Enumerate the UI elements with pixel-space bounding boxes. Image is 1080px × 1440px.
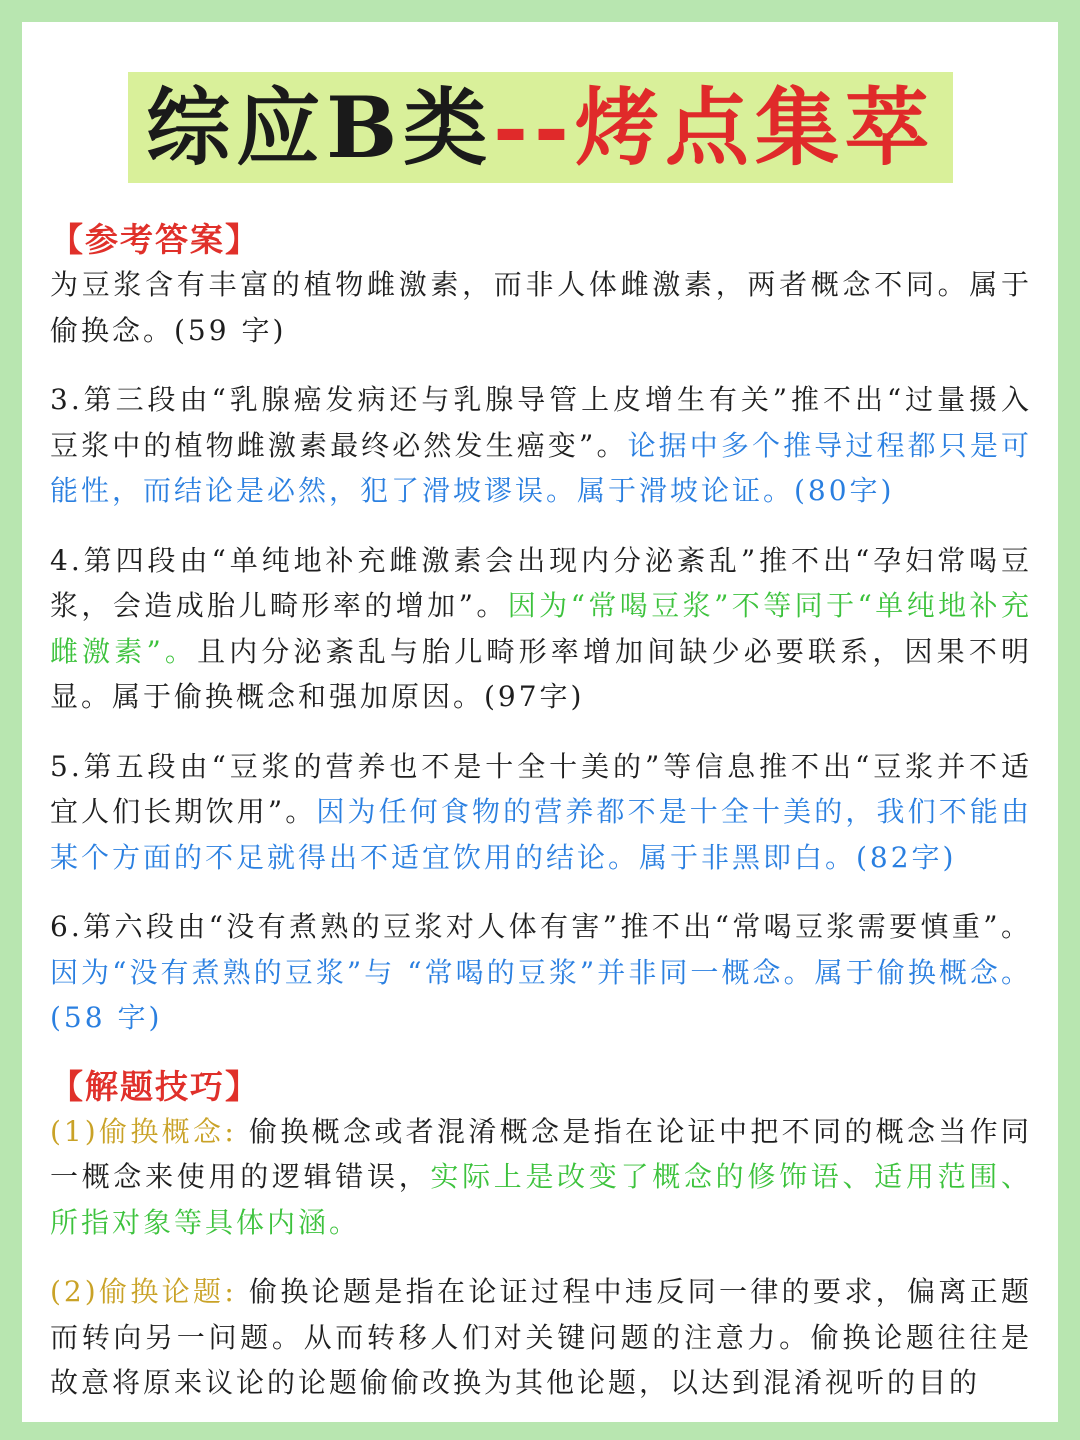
answer-p1-text: 为豆浆含有丰富的植物雌激素，而非人体雌激素，两者概念不同。属于偷换念。(59 字) xyxy=(50,268,1032,347)
answer-p3-highlight: 论据中多个推导过程都只是可能性，而结论是必然，犯了滑坡谬误。属于滑坡论证。(80字) xyxy=(50,428,1032,507)
tip-2-label: (2)偷换论题: xyxy=(50,1275,237,1308)
answer-heading: 【参考答案】 xyxy=(50,220,260,259)
content-body xyxy=(50,218,1032,1406)
answer-p6-plain: 6.第六段由“没有煮熟的豆浆对人体有害”推不出“常喝豆浆需要慎重”。 xyxy=(50,910,1032,943)
tip-1-highlight: 实际上是改变了概念的修饰语、适用范围、所指对象等具体内涵。 xyxy=(50,1160,1032,1239)
answer-p4-plain-1: 4.第四段由“单纯地补充雌激素会出现内分泌紊乱”推不出“孕妇常喝豆浆，会造成胎儿畸形率的增加”。 xyxy=(50,543,1032,622)
tip-1-label: (1)偷换概念: xyxy=(50,1114,237,1148)
answer-paragraph-2 xyxy=(50,262,1032,353)
answer-paragraph-4 xyxy=(50,538,1032,720)
answer-paragraph-5 xyxy=(50,744,1032,881)
answer-p3-plain: 3.第三段由“乳腺癌发病还与乳腺导管上皮增生有关”推不出“过量摄入豆浆中的植物雌激素最终必然发生癌变”。 xyxy=(50,383,1032,462)
answer-p5-plain: 5.第五段由“豆浆的营养也不是十全十美的”等信息推不出“豆浆并不适宜人们长期饮用”。 xyxy=(50,749,1032,828)
tip-paragraph-1 xyxy=(50,1109,1032,1246)
page-title xyxy=(146,77,935,177)
answer-paragraph-6 xyxy=(50,904,1032,1041)
answer-p6-highlight: 因为“没有煮熟的豆浆”与 “常喝的豆浆”并非同一概念。属于偷换概念。(58 字) xyxy=(50,955,1032,1034)
title-part-1: 综应B类 xyxy=(146,77,494,177)
tip-2-plain: 偷换论题是指在论证过程中违反同一律的要求，偏离正题而转向另一问题。从而转移人们对关键问题的注意力。偷换论题往往是故意将原来议论的论题偷偷改换为其他论题，以达到混淆视听的目的 xyxy=(50,1275,1032,1399)
tip-paragraph-2 xyxy=(50,1269,1032,1406)
title-banner xyxy=(128,72,953,183)
title-part-2: --烤点集萃 xyxy=(493,77,935,177)
answer-p5-highlight: 因为任何食物的营养都不是十全十美的，我们不能由某个方面的不足就得出不适宜饮用的结论。属于非黑即白。(82字) xyxy=(50,795,1032,874)
answer-p4-plain-2: 且内分泌紊乱与胎儿畸形率增加间缺少必要联系，因果不明显。属于偷换概念和强加原因。(97字) xyxy=(50,634,1032,713)
answer-paragraph-3 xyxy=(50,377,1032,514)
document-card xyxy=(22,22,1058,1422)
tip-1-plain: 偷换概念或者混淆概念是指在论证中把不同的概念当作同一概念来使用的逻辑错误， xyxy=(50,1114,1032,1193)
tips-heading: 【解题技巧】 xyxy=(50,1066,260,1106)
answer-p4-highlight: 因为“常喝豆浆”不等同于“单纯地补充雌激素”。 xyxy=(50,589,1032,668)
